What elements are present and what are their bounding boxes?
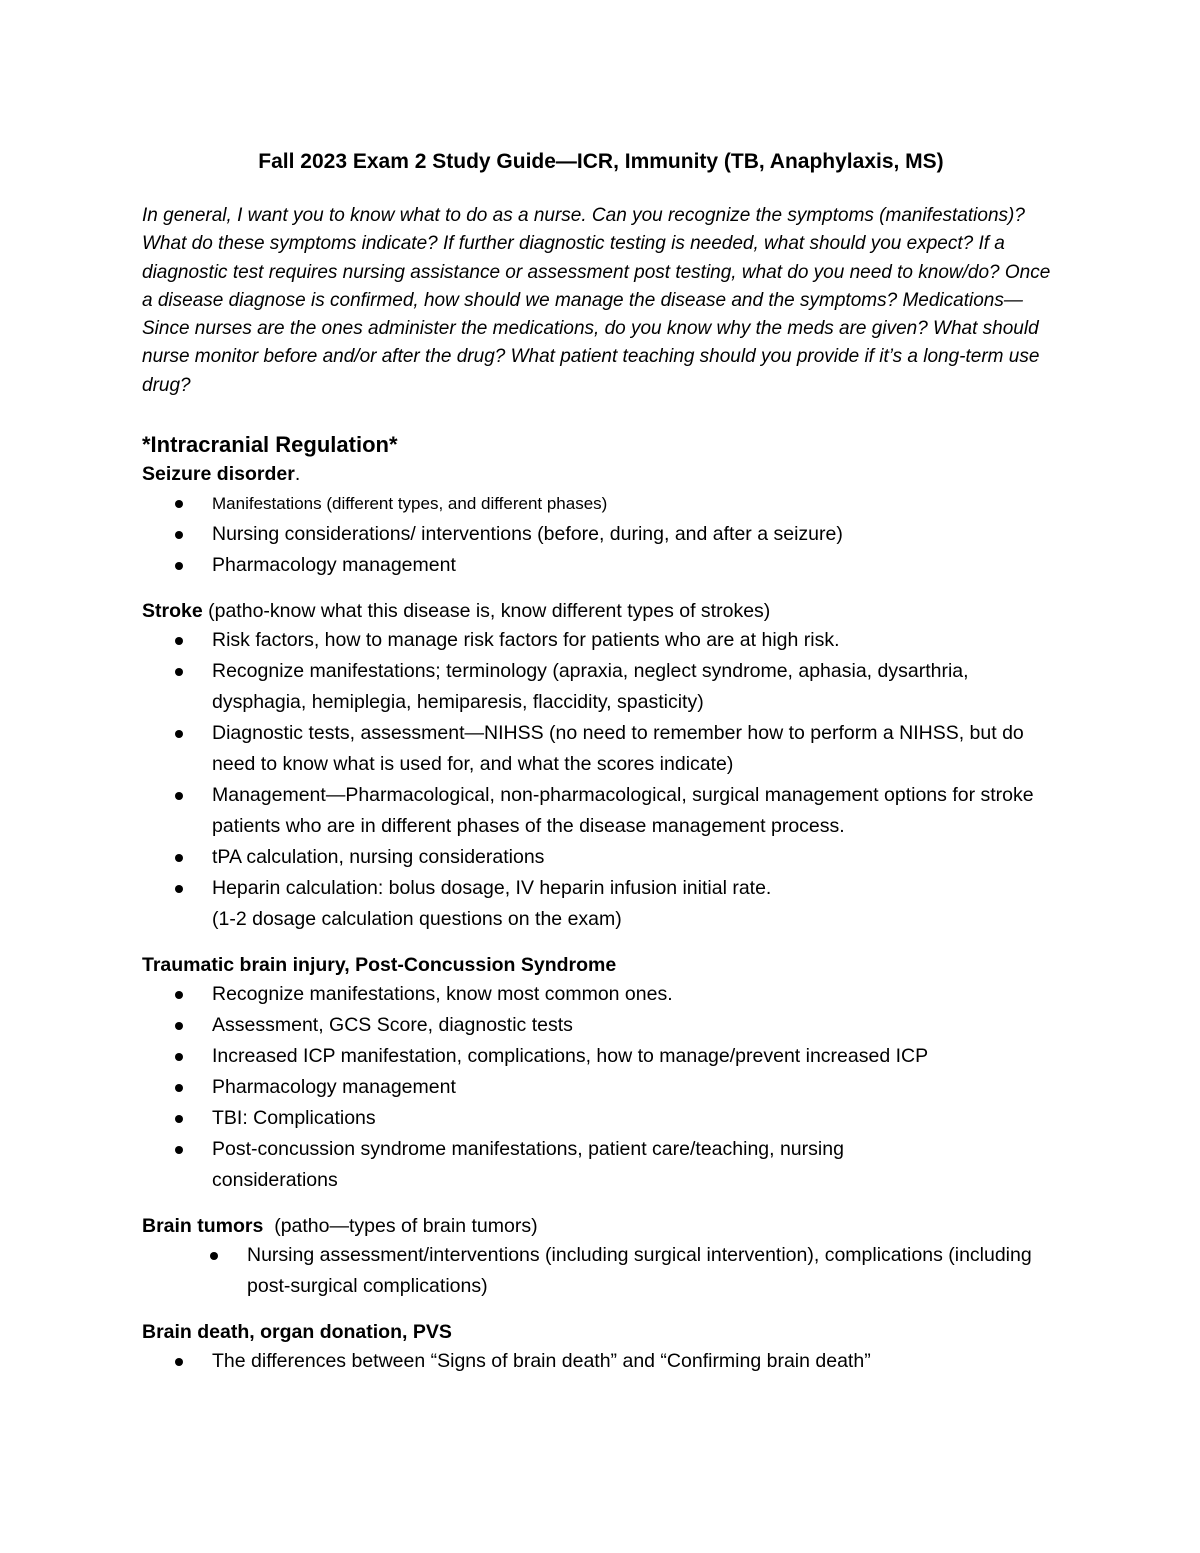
brain-death-heading [142, 1318, 1080, 1346]
brain-death-heading-title: Brain death, organ donation, PVS [142, 1321, 452, 1344]
seizure-heading [142, 460, 1080, 488]
list-item: Risk factors, how to manage risk factors for patients who are at high risk. [212, 625, 1052, 656]
intro-paragraph: In general, I want you to know what to do as a nurse. Can you recognize the symptoms (manifestations)? What do these symptoms indicate? If further diagnostic testing is needed, what should you expect? If a diagnostic test requires nursing assistance or assessment post testing, what do you need to know/do? Once a disease diagnose is confirmed, how should we manage the disease and the symptoms? Medications— Since nurses are the ones administer the medications, do you know why the meds are given? What should nurse monitor before and/or after the drug? What patient teaching should you provide if it’s a long-term use drug? [142, 205, 1051, 396]
list-item: TBI: Complications [212, 1103, 1052, 1134]
bullet-icon [175, 1115, 183, 1123]
stroke-heading [142, 597, 1080, 625]
list-item: Recognize manifestations, know most common ones. [212, 979, 1052, 1010]
bullet-icon [175, 1358, 183, 1366]
list-item: Manifestations (different types, and different phases) [212, 488, 1052, 519]
bullet-icon [175, 531, 183, 539]
bullet-icon [175, 792, 183, 800]
list-item: Post-concussion syndrome manifestations, patient care/teaching, nursing considerations [212, 1134, 932, 1196]
list-item: Heparin calculation: bolus dosage, IV heparin infusion initial rate. [212, 873, 1052, 904]
list-item: Pharmacology management [212, 1072, 1052, 1103]
tumors-heading-title: Brain tumors [142, 1215, 264, 1238]
stroke-list [142, 625, 1080, 904]
list-item: The differences between “Signs of brain death” and “Confirming brain death” [212, 1346, 1052, 1377]
tumors-list [142, 1240, 1080, 1302]
seizure-list [142, 488, 1080, 581]
list-item: Assessment, GCS Score, diagnostic tests [212, 1010, 1052, 1041]
bullet-icon [175, 854, 183, 862]
bullet-icon [175, 1053, 183, 1061]
stroke-dosage-note: (1-2 dosage calculation questions on the exam) [212, 908, 622, 931]
tbi-heading [142, 951, 1080, 979]
list-item: tPA calculation, nursing considerations [212, 842, 1052, 873]
document-title: Fall 2023 Exam 2 Study Guide—ICR, Immunity (TB, Anaphylaxis, MS) [258, 150, 944, 173]
list-item: Management—Pharmacological, non-pharmacological, surgical management options for stroke patients who are in different phases of the disease management process. [212, 780, 1052, 842]
tbi-list [142, 979, 1080, 1196]
list-item: Recognize manifestations; terminology (apraxia, neglect syndrome, aphasia, dysarthria, dysphagia, hemiplegia, hemiparesis, flaccidity, spasticity) [212, 656, 1052, 718]
tumors-heading [142, 1212, 1080, 1240]
bullet-icon [175, 1084, 183, 1092]
stroke-heading-title: Stroke [142, 600, 203, 623]
seizure-heading-suffix: . [294, 463, 301, 486]
bullet-icon [175, 1022, 183, 1030]
bullet-icon [175, 1146, 183, 1154]
list-item: Nursing considerations/ interventions (before, during, and after a seizure) [212, 519, 1052, 550]
bullet-icon [175, 562, 183, 570]
stroke-heading-suffix: (patho-know what this disease is, know different types of strokes) [202, 600, 771, 623]
list-item: Nursing assessment/interventions (including surgical intervention), complications (including post-surgical complications) [247, 1240, 1057, 1302]
list-item: Increased ICP manifestation, complications, how to manage/prevent increased ICP [212, 1041, 1052, 1072]
tumors-heading-suffix: (patho—types of brain tumors) [263, 1215, 538, 1238]
bullet-icon [175, 885, 183, 893]
list-item: Diagnostic tests, assessment—NIHSS (no need to remember how to perform a NIHSS, but do need to know what is used for, and what the scores indicate) [212, 718, 1052, 780]
section-heading-intracranial: *Intracranial Regulation* [142, 432, 398, 458]
bullet-icon [175, 500, 183, 508]
list-item: Pharmacology management [212, 550, 1052, 581]
bullet-icon [210, 1252, 218, 1260]
bullet-icon [175, 991, 183, 999]
tbi-heading-title: Traumatic brain injury, Post-Concussion Syndrome [142, 954, 617, 977]
seizure-heading-title: Seizure disorder [142, 463, 295, 486]
bullet-icon [175, 637, 183, 645]
bullet-icon [175, 668, 183, 676]
bullet-icon [175, 730, 183, 738]
brain-death-list [142, 1346, 1080, 1377]
